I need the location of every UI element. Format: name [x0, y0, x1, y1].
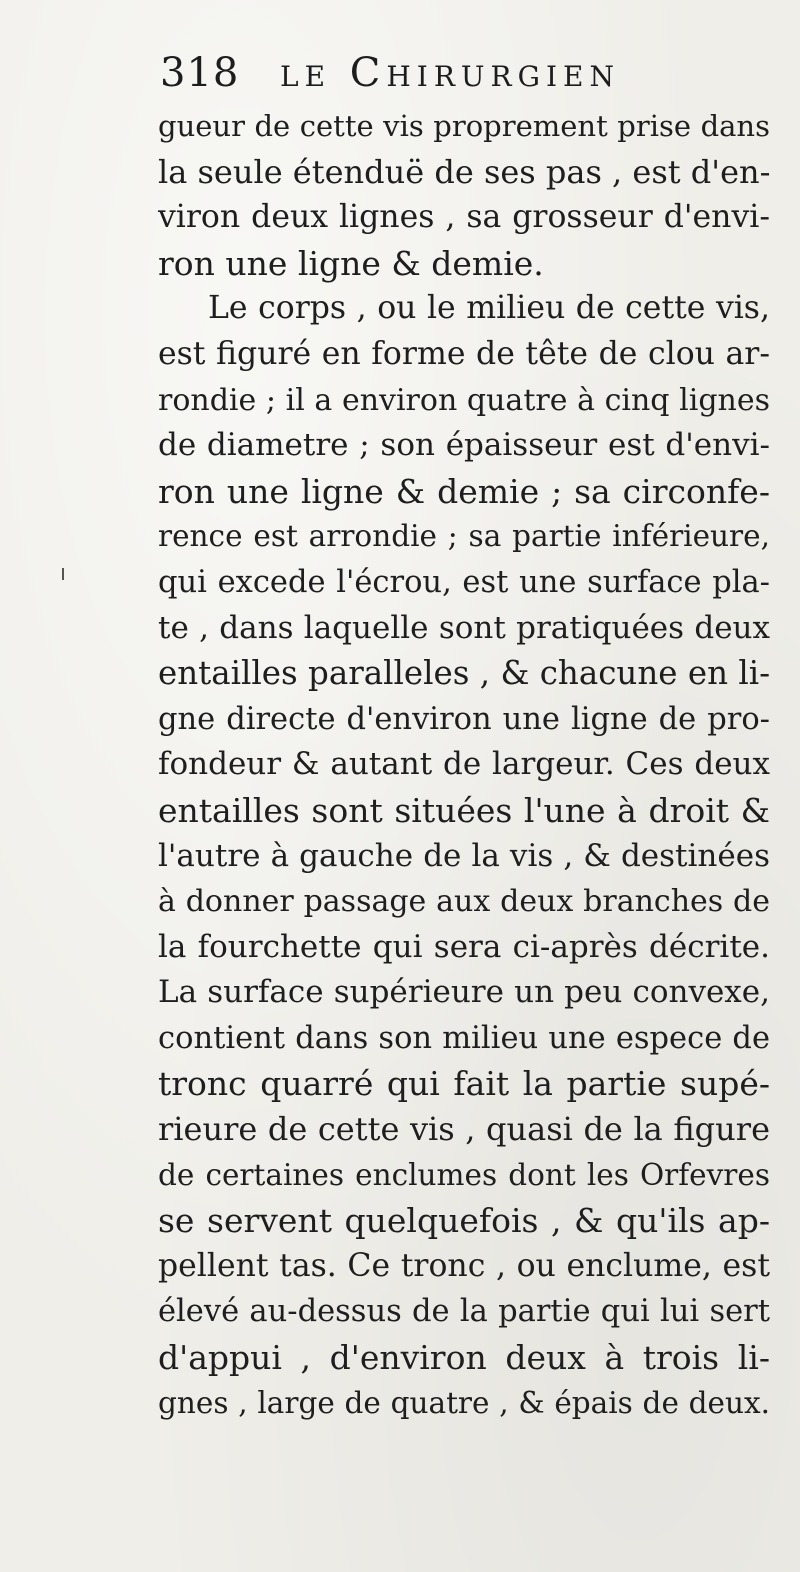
text-line: fondeur & autant de largeur. Ces deux	[158, 746, 770, 783]
text-line: de diametre ; son épaisseur est d'envi-	[158, 427, 770, 464]
text-line: à donner passage aux deux branches de	[158, 884, 770, 920]
text-line: la seule étenduë de ses pas , est d'en-	[158, 152, 770, 191]
text-line: te , dans laquelle sont pratiquées deux	[158, 609, 770, 646]
text-line: qui excede l'écrou, est une surface pla-	[158, 564, 770, 600]
text-line: gueur de cette vis proprement prise dans	[158, 109, 770, 143]
text-line: la fourchette qui sera ci-après décrite.	[158, 928, 770, 965]
text-line: se servent quelquefois , & qu'ils ap-	[158, 1201, 770, 1241]
text-line: élevé au-dessus de la partie qui lui sert	[158, 1294, 770, 1330]
text-line: rondie ; il a environ quatre à cinq lignes	[158, 382, 770, 418]
text-line: gne directe d'environ une ligne de pro-	[158, 701, 770, 737]
text-line: entailles paralleles , & chacune en li-	[158, 654, 770, 693]
text-line: ron une ligne & demie.	[158, 243, 544, 283]
text-line: La surface supérieure un peu convexe,	[158, 974, 770, 1011]
text-line: viron deux lignes , sa grosseur d'envi-	[158, 199, 770, 236]
text-line: d'appui , d'environ deux à trois li-	[158, 1338, 770, 1378]
text-line: pellent tas. Ce tronc , ou enclume, est	[158, 1247, 770, 1284]
body-text	[158, 104, 770, 1426]
text-line: l'autre à gauche de la vis , & destinées	[158, 837, 770, 874]
text-line: tronc quarré qui fait la partie supé-	[158, 1064, 770, 1104]
text-line: rence est arrondie ; sa partie inférieure,	[158, 519, 770, 554]
running-head: le Chirurgien	[280, 50, 620, 96]
text-line: rieure de cette vis , quasi de la figure	[158, 1110, 770, 1149]
text-line: gnes , large de quatre , & épais de deux.	[158, 1385, 770, 1420]
text-line: entailles sont situées l'une à droit &	[158, 790, 770, 830]
margin-mark	[62, 568, 64, 580]
text-line: Le corps , ou le milieu de cette vis,	[208, 290, 770, 327]
page-number: 318	[160, 50, 240, 96]
text-line: est figuré en forme de tête de clou ar-	[158, 335, 770, 372]
page-header	[160, 44, 770, 104]
text-line: contient dans son milieu une espece de	[158, 1020, 770, 1056]
text-line: de certaines enclumes dont les Orfevres	[158, 1157, 770, 1192]
text-line: ron une ligne & demie ; sa circonfe-	[158, 471, 770, 511]
